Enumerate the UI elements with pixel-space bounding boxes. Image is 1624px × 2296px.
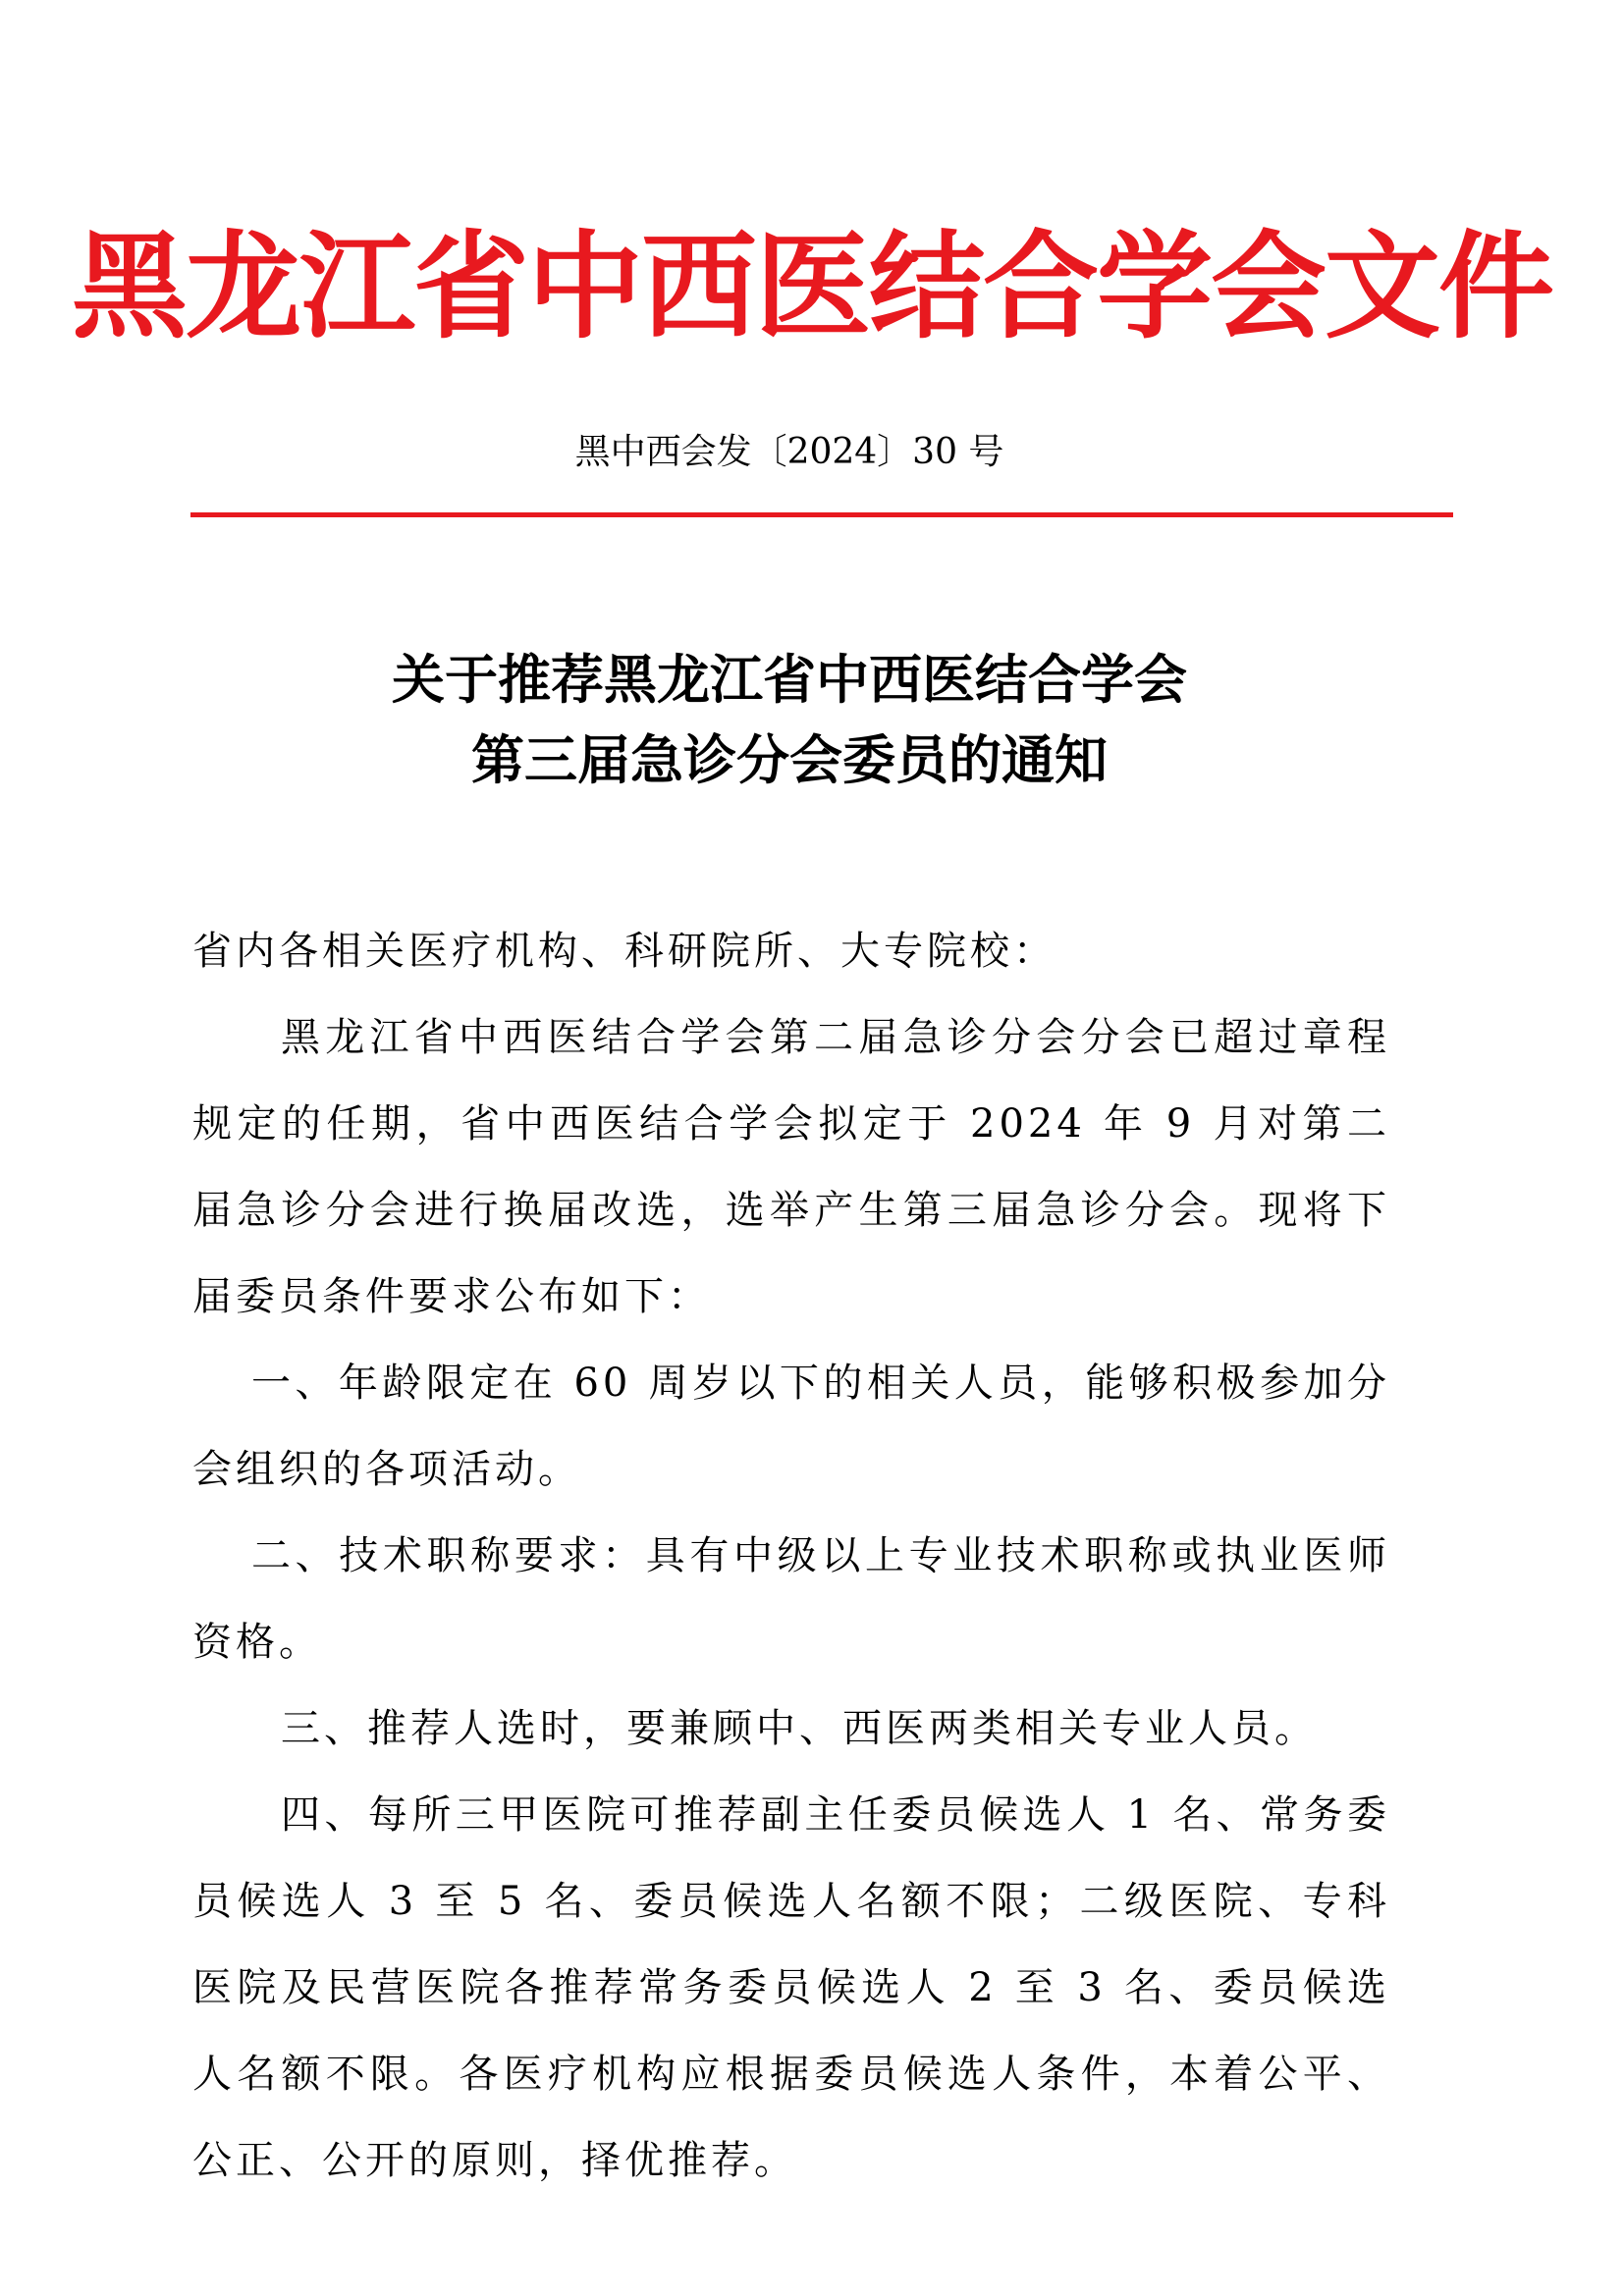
notice-body [192, 908, 1390, 2204]
notice-heading-line-1: 关于推荐黑龙江省中西医结合学会 [392, 649, 1187, 711]
paragraph-item-3: 三、推荐人选时，要兼顾中、西医两类相关专业人员。 [281, 1706, 1318, 1751]
paragraph-item-1: 一、年龄限定在 60 周岁以下的相关人员，能够积极参加分会组织的各项活动。 [192, 1361, 1390, 1492]
paragraph-intro: 黑龙江省中西医结合学会第二届急诊分会分会已超过章程规定的任期，省中西医结合学会拟定于 2024 年 9 月对第二届急诊分会进行换届改选，选举产生第三届急诊分会。现将下届委员条件要求公布如下： [192, 1015, 1390, 1319]
red-header-title: 黑龙江省中西医结合学会文件 [71, 219, 1552, 354]
document-number: 黑中西会发〔2024〕30 号 [574, 432, 1004, 472]
paragraph-item-2: 二、技术职称要求：具有中级以上专业技术职称或执业医师资格。 [192, 1533, 1390, 1665]
red-divider-line [190, 512, 1453, 517]
notice-heading-line-2: 第三届急诊分会委员的通知 [471, 729, 1108, 791]
paragraph-item-4: 四、每所三甲医院可推荐副主任委员候选人 1 名、常务委员候选人 3 至 5 名、委员候选人名额不限；二级医院、专科医院及民营医院各推荐常务委员候选人 2 至 3 名、委员候选人名额不限。各医疗机构应根据委员候选人条件，本着公平、公正、公开的原则，择优推荐。 [192, 1792, 1390, 2183]
salutation: 省内各相关医疗机构、科研院所、大专院校： [192, 929, 1056, 974]
notice-heading [0, 640, 1579, 801]
